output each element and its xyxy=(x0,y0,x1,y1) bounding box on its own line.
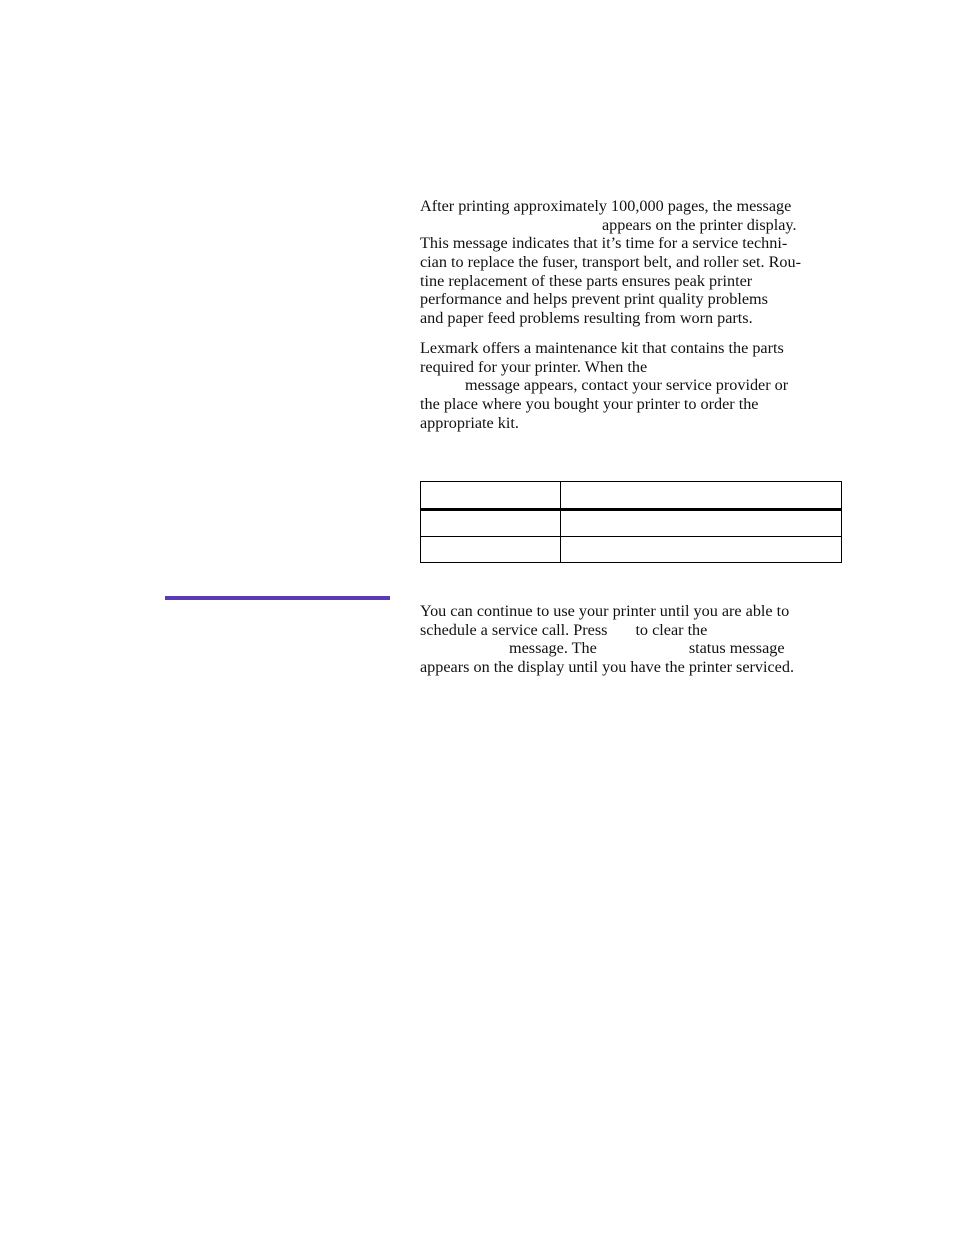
text-line xyxy=(420,639,850,658)
maintenance-kit-paragraph xyxy=(420,339,850,432)
text-line: the place where you bought your printer to order the xyxy=(420,395,759,414)
text-line: You can continue to use your printer until you are able to xyxy=(420,602,790,620)
table-cell xyxy=(421,537,561,563)
table-cell xyxy=(561,537,842,563)
section-divider-rule xyxy=(165,596,390,600)
table-row xyxy=(421,510,842,537)
maintenance-intro-paragraph xyxy=(420,197,850,328)
text-line: performance and helps prevent print quality problems xyxy=(420,290,768,309)
text-fragment: to clear the xyxy=(635,620,708,639)
text-line: appears on the printer display. xyxy=(602,215,797,234)
text-fragment: schedule a service call. Press xyxy=(420,620,608,639)
text-line: This message indicates that it’s time for a service techni- xyxy=(420,234,788,253)
table-row xyxy=(421,537,842,563)
text-fragment: message. The xyxy=(509,639,597,658)
table-header-cell xyxy=(421,482,561,510)
table-header-cell xyxy=(561,482,842,510)
text-line: appropriate kit. xyxy=(420,413,519,432)
text-fragment: status message xyxy=(688,639,785,658)
text-line: and paper feed problems resulting from worn parts. xyxy=(420,309,753,328)
text-line xyxy=(420,621,850,640)
text-line: cian to replace the fuser, transport belt, and roller set. Rou- xyxy=(420,253,801,272)
text-line: required for your printer. When the xyxy=(420,357,648,376)
table-cell xyxy=(421,510,561,537)
table-cell xyxy=(561,510,842,537)
text-line: Lexmark offers a maintenance kit that contains the parts xyxy=(420,339,784,357)
text-line: message appears, contact your service provider or xyxy=(465,376,789,395)
table-header-row xyxy=(421,482,842,510)
maintenance-kit-table xyxy=(420,481,842,563)
text-line: appears on the display until you have the printer serviced. xyxy=(420,658,794,677)
continue-printing-paragraph xyxy=(420,602,850,677)
text-line: tine replacement of these parts ensures peak printer xyxy=(420,271,753,290)
text-line: After printing approximately 100,000 pages, the message xyxy=(420,197,792,215)
